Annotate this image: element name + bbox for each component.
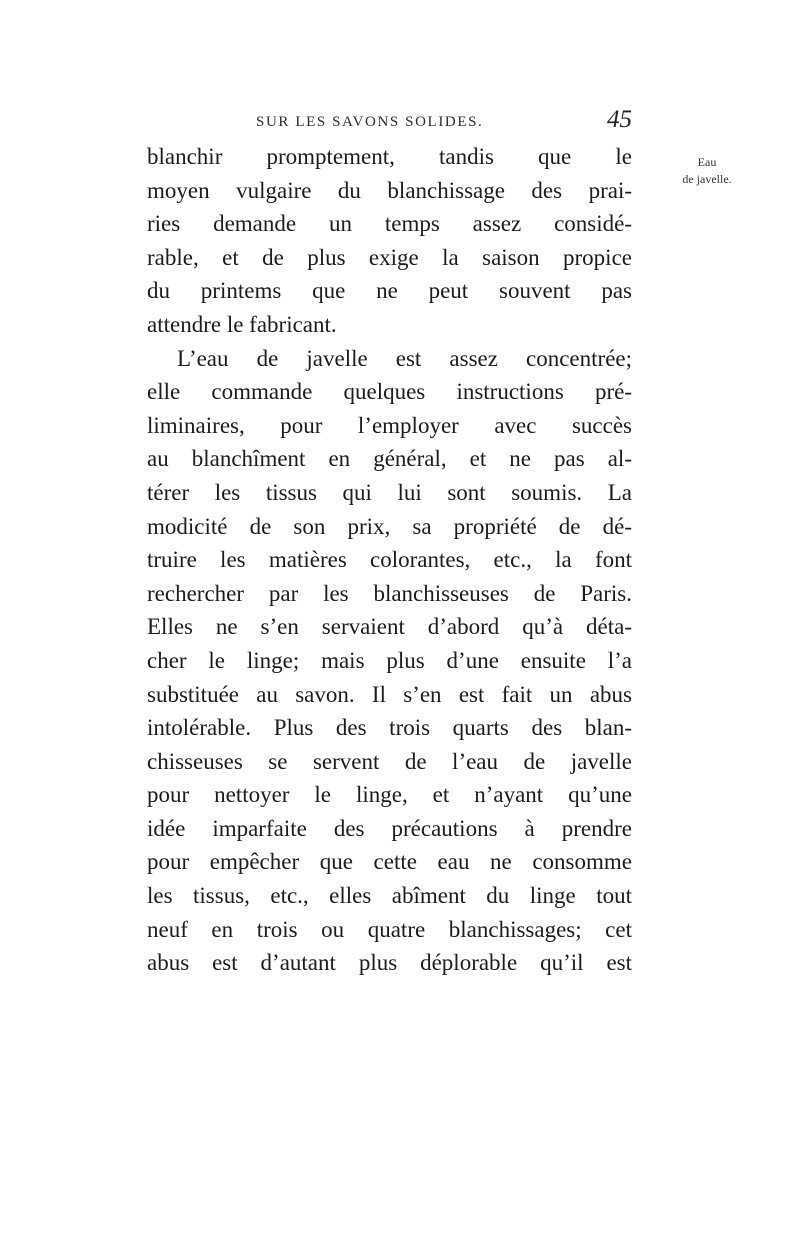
page-number: 45 <box>607 106 632 133</box>
text-line: pour nettoyer le linge, et n’ayant qu’une <box>147 782 632 808</box>
running-title: SUR LES SAVONS SOLIDES. <box>256 114 484 130</box>
text-line: pour empêcher que cette eau ne consomme <box>147 849 632 875</box>
text-line: térer les tissus qui lui sont soumis. La <box>147 479 632 505</box>
text-line: abus est d’autant plus déplorable qu’il est <box>147 950 632 976</box>
text-line: cher le linge; mais plus d’une ensuite l’a <box>147 647 632 673</box>
body-text <box>147 140 632 980</box>
text-line: blanchir promptement, tandis que le <box>147 144 632 169</box>
running-head <box>256 106 632 136</box>
margin-note-line: de javelle. <box>682 172 732 186</box>
text-line: les tissus, etc., elles abîment du linge tout <box>147 883 632 909</box>
text-line: idée imparfaite des précautions à prendre <box>147 815 632 841</box>
text-line: liminaires, pour l’employer avec succès <box>147 412 632 438</box>
text-line: chisseuses se servent de l’eau de javelle <box>147 748 632 774</box>
text-line: modicité de son prix, sa propriété de dé- <box>147 513 632 539</box>
text-line: moyen vulgaire du blanchissage des prai- <box>147 177 632 203</box>
text-line: substituée au savon. Il s’en est fait un abus <box>147 681 632 707</box>
text-line: attendre le fabricant. <box>147 311 337 337</box>
text-line: neuf en trois ou quatre blanchissages; cet <box>147 916 632 942</box>
text-line: Elles ne s’en servaient d’abord qu’à déta- <box>147 614 632 640</box>
text-line: elle commande quelques instructions pré- <box>147 379 632 405</box>
text-line: rechercher par les blanchisseuses de Paris. <box>147 580 632 606</box>
text-line: intolérable. Plus des trois quarts des blan- <box>147 715 632 741</box>
text-line: au blanchîment en général, et ne pas al- <box>147 446 632 472</box>
margin-note <box>672 154 742 188</box>
margin-note-line: Eau <box>697 155 717 169</box>
text-line: du printems que ne peut souvent pas <box>147 278 632 304</box>
text-line: L’eau de javelle est assez concentrée; <box>177 345 632 371</box>
text-line: ries demande un temps assez considé- <box>147 211 632 237</box>
text-line: truire les matières colorantes, etc., la font <box>147 547 632 573</box>
text-line: rable, et de plus exige la saison propice <box>147 244 632 270</box>
